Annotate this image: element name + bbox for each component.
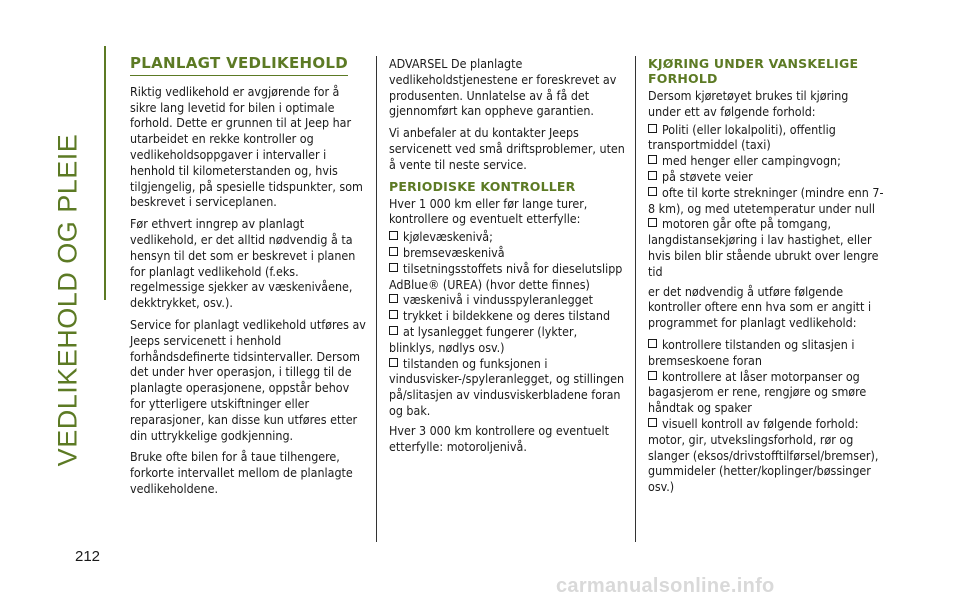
checkbox-bullet-icon	[389, 294, 398, 303]
list-item	[389, 324, 625, 356]
warning-text: ADVARSEL De planlagte vedlikeholdstjenestene er foreskrevet av produsenten. Unnlatelse av å få det gjennomført kan oppheve garantien.	[389, 56, 617, 119]
list-item-text: motoren går ofte på tomgang, langdistansekjøring i lav hastighet, eller hvis bilen blir stående ubrukt over lengre tid	[648, 216, 879, 279]
column-divider	[376, 56, 377, 542]
page-number: 212	[75, 548, 101, 565]
list-item-text: at lysanlegget fungerer (lykter, blinklys, nødlys osv.)	[389, 323, 578, 355]
list-item-text: kjølevæskenivå;	[403, 229, 493, 245]
list-item	[648, 153, 884, 169]
list-item-text: bremsevæskenivå	[403, 244, 505, 260]
checkbox-bullet-icon	[648, 187, 657, 196]
column-3	[648, 56, 884, 499]
paragraph: Før ethvert inngrep av planlagt vedlikehold, er det alltid nødvendig å ta hensyn til det som er beskrevet i planen for planlagt vedlikehold (f.eks. regelmessige sjekker av væskenivåene, dekktrykket, osv.).	[130, 216, 356, 311]
section-heading: PLANLAGT VEDLIKEHOLD	[130, 56, 348, 76]
paragraph: Bruke ofte bilen for å taue tilhengere, forkorte intervallet mellom de planlagte vedlikeholdene.	[130, 449, 353, 496]
list-item	[389, 261, 625, 293]
paragraph: Dersom kjøretøyet brukes til kjøring under ett av følgende forhold:	[648, 88, 849, 119]
list-item	[389, 356, 625, 419]
checkbox-bullet-icon	[389, 310, 398, 319]
checkbox-bullet-icon	[648, 418, 657, 427]
checkbox-bullet-icon	[389, 247, 398, 256]
list-item	[389, 292, 625, 308]
checklist	[648, 122, 884, 280]
checklist	[648, 337, 884, 495]
list-item-text: ofte til korte strekninger (mindre enn 7-8 km), og med utetemperatur under null	[648, 184, 884, 216]
paragraph: Service for planlagt vedlikehold utføres av Jeeps servicenett i henhold forhåndsdefinerte tidsintervaller. Dersom det under hver operasjon, i tillegg til de planlagte operasjonene, oppstår behov for ytterligere utskiftninger eller reparasjoner, kan disse kun utføres etter din uttrykkelige godkjenning.	[130, 316, 366, 443]
checkbox-bullet-icon	[648, 339, 657, 348]
list-item-text: på støvete veier	[662, 168, 753, 184]
list-item-text: Politi (eller lokalpoliti), offentlig transportmiddel (taxi)	[648, 121, 836, 153]
checkbox-bullet-icon	[389, 326, 398, 335]
list-item-text: visuell kontroll av følgende forhold: motor, gir, utvekslingsforhold, rør og slanger (eksos/drivstofftilførsel/bremser), gummideler (hetter/koplinger/bøssinger osv.)	[648, 415, 879, 495]
column-1	[130, 56, 368, 503]
list-item-text: trykket i bildekkene og deres tilstand	[403, 308, 611, 324]
checkbox-bullet-icon	[648, 171, 657, 180]
list-item-text: med henger eller campingvogn;	[662, 153, 841, 169]
list-item	[648, 416, 884, 495]
paragraph: er det nødvendig å utføre følgende kontroller oftere enn hva som er angitt i programmet for planlagt vedlikehold:	[648, 283, 872, 331]
checkbox-bullet-icon	[648, 155, 657, 164]
list-item	[648, 185, 884, 217]
paragraph: Vi anbefaler at du kontakter Jeeps servicenett ved små driftsproblemer, uten å vente til neste service.	[389, 125, 625, 172]
list-item-text: tilstanden og funksjonen i vindusvisker-/spyleranlegget, og stillingen på/slitasjen av vindusviskerbladene foran og bak.	[389, 355, 625, 418]
list-item-text: tilsetningsstoffets nivå for dieselutslipp AdBlue® (UREA) (hvor dette finnes)	[389, 260, 623, 292]
chapter-rule	[104, 46, 106, 300]
checklist	[389, 229, 625, 419]
paragraph: Hver 1 000 km eller før lange turer, kontrollere og eventuelt etterfylle:	[389, 195, 588, 227]
list-item	[648, 216, 884, 279]
chapter-title-text: VEDLIKEHOLD OG PLEIE	[52, 133, 83, 467]
list-item	[648, 169, 884, 185]
paragraph: Hver 3 000 km kontrollere og eventuelt etterfylle: motoroljenivå.	[389, 422, 609, 454]
checkbox-bullet-icon	[389, 231, 398, 240]
list-item	[389, 308, 625, 324]
paragraph: Riktig vedlikehold er avgjørende for å sikre lang levetid for bilen i optimale forhold. Dette er grunnen til at Jeep har utarbeidet en rekke kontroller og vedlikeholdsoppgaver i intervaller i henhold til kilometerstanden og, hvis tilgjengelig, på spesielle tidspunkter, som beskrevet i serviceplanen.	[130, 83, 363, 210]
column-divider	[635, 56, 636, 542]
list-item-text: væskenivå i vindusspyleranlegget	[403, 292, 593, 308]
column-2	[389, 56, 625, 460]
subsection-heading: KJØRING UNDER VANSKELIGE FORHOLD	[648, 56, 859, 86]
checkbox-bullet-icon	[648, 124, 657, 133]
checkbox-bullet-icon	[389, 263, 398, 272]
list-item	[648, 337, 884, 369]
list-item-text: kontrollere at låser motorpanser og bagasjerom er rene, rengjøre og smøre håndtak og spaker	[648, 368, 867, 416]
watermark: carmanualsonline.info	[556, 575, 775, 597]
checkbox-bullet-icon	[389, 358, 398, 367]
list-item-text: kontrollere tilstanden og slitasjen i bremseskoene foran	[648, 336, 855, 368]
checkbox-bullet-icon	[648, 371, 657, 380]
list-item	[648, 369, 884, 416]
subsection-heading: PERIODISKE KONTROLLER	[389, 178, 576, 194]
list-item	[389, 245, 625, 261]
list-item	[389, 229, 625, 245]
checkbox-bullet-icon	[648, 218, 657, 227]
list-item	[648, 122, 884, 154]
